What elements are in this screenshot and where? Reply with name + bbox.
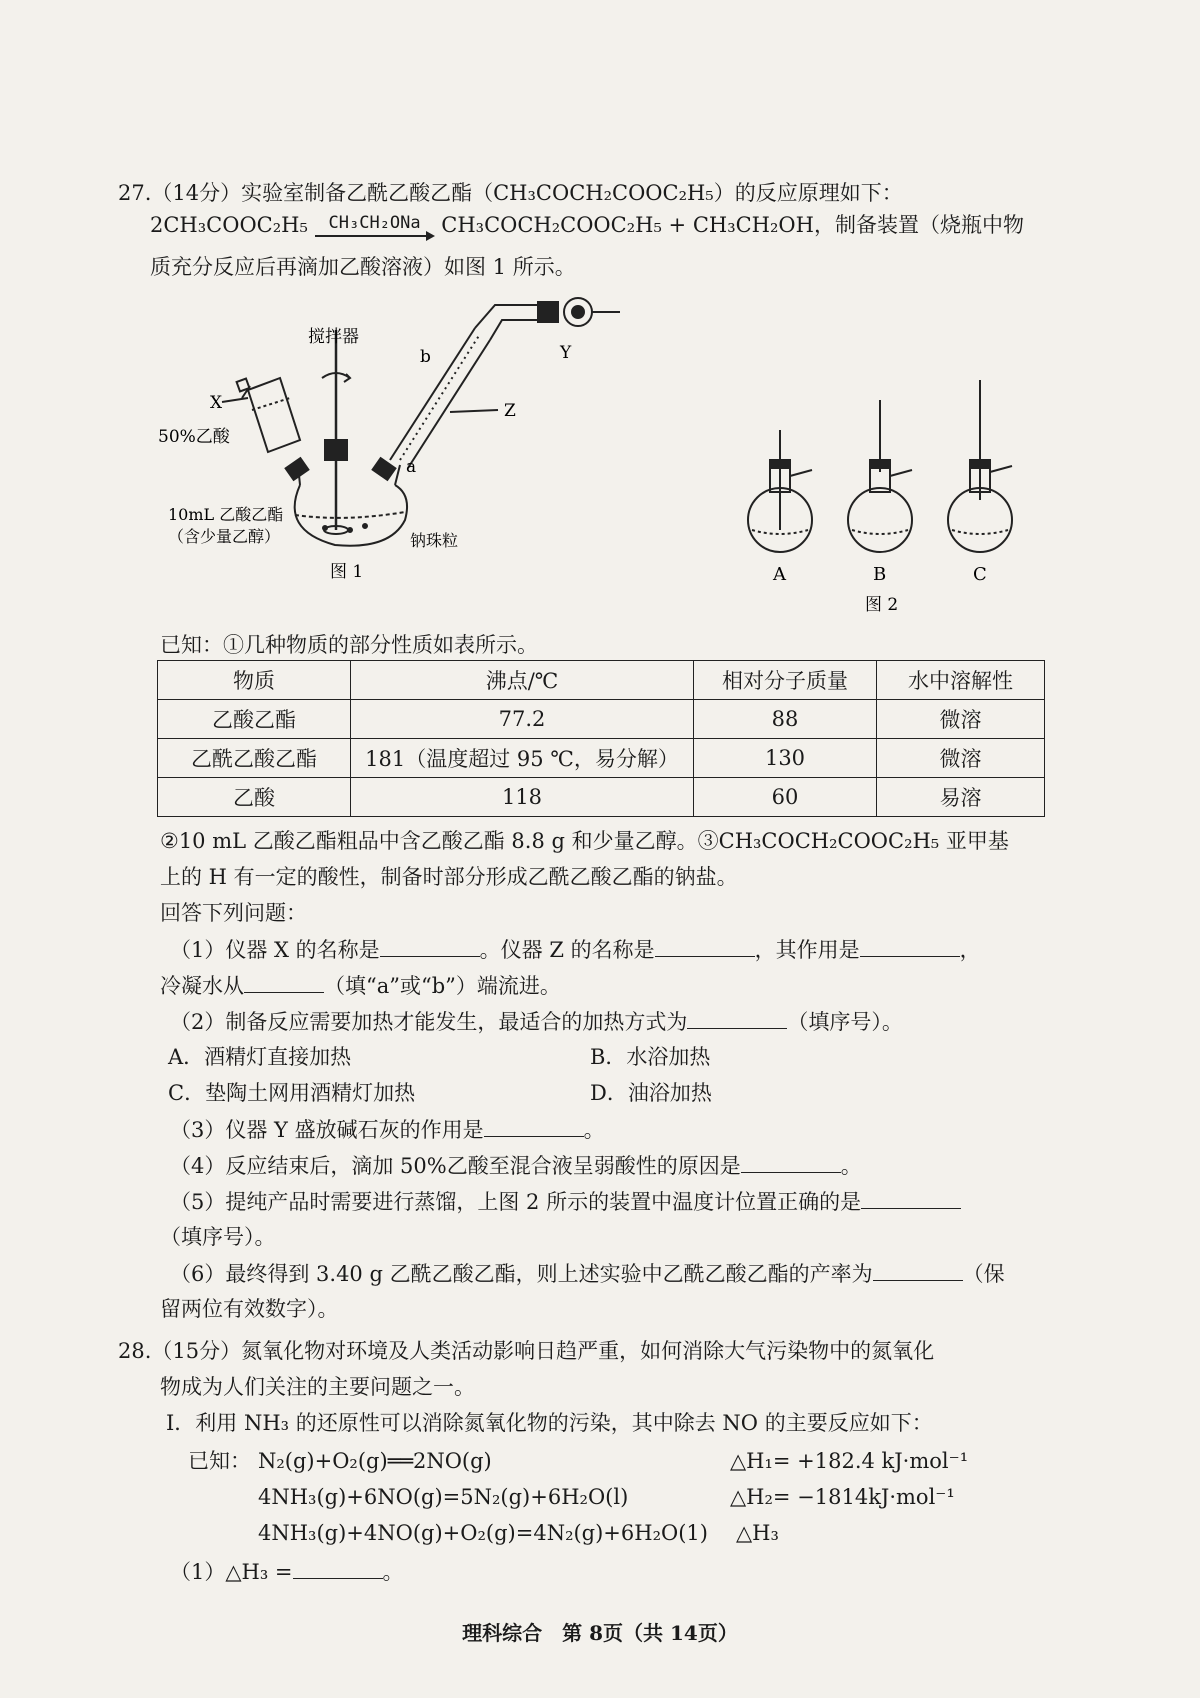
known-label: 已知： xyxy=(188,1449,251,1473)
b-label: b xyxy=(420,347,431,367)
option-d: D．油浴加热 xyxy=(590,1081,712,1105)
table-row xyxy=(158,700,1045,739)
reaction-equation xyxy=(150,210,1024,240)
figure-2-distillation xyxy=(740,360,1040,620)
table-cell: 微溶 xyxy=(877,700,1045,739)
q28-question-1 xyxy=(170,1556,404,1587)
question-2-text: （2）制备反应需要加热才能发生，最适合的加热方式为 xyxy=(170,1010,688,1034)
equation-3: 4NH₃(g)+4NO(g)+O₂(g)=4N₂(g)+6H₂O(1) xyxy=(258,1521,708,1545)
question-5-line2: （填序号）。 xyxy=(160,1225,276,1249)
fig2-c: C xyxy=(973,564,987,585)
enthalpy-1: △H₁= +182.4 kJ·mol⁻¹ xyxy=(730,1449,969,1473)
a-label: a xyxy=(406,457,417,477)
table-cell: 乙酰乙酸乙酯 xyxy=(158,739,351,778)
q28-header: 28.（15分）氮氧化物对环境及人类活动影响日趋严重，如何消除大气污染物中的氮氧化 xyxy=(118,1339,935,1363)
known-2-line1: ②10 mL 乙酸乙酯粗品中含乙酸乙酯 8.8 g 和少量乙醇。③CH₃COCH₂COOC₂H₅ 亚甲基 xyxy=(160,829,1009,853)
table-cell: 60 xyxy=(694,778,877,817)
z-label: Z xyxy=(504,401,516,421)
question-1 xyxy=(170,934,981,965)
question-1-text: 冷凝水从 xyxy=(160,974,244,998)
table-row xyxy=(158,778,1045,817)
question-6-text: （保 xyxy=(962,1262,1005,1286)
answer-blank[interactable] xyxy=(380,934,480,957)
table-cell: 易溶 xyxy=(877,778,1045,817)
intro-line3: 质充分反应后再滴加乙酸溶液）如图 1 所示。 xyxy=(150,255,576,279)
table-cell: 微溶 xyxy=(877,739,1045,778)
answer-blank[interactable] xyxy=(873,1258,963,1281)
products: CH₃COCH₂COOC₂H₅ + CH₃CH₂OH，制备装置（烧瓶中物 xyxy=(441,213,1024,237)
question-3-text: 。 xyxy=(583,1118,605,1142)
table-header: 物质 xyxy=(158,661,351,700)
table-cell: 88 xyxy=(694,700,877,739)
question-1-text: ，其作用是 xyxy=(754,938,860,962)
x-label: X xyxy=(210,393,223,413)
table-header-row xyxy=(158,661,1045,700)
equation-2: 4NH₃(g)+6NO(g)=5N₂(g)+6H₂O(l) xyxy=(258,1485,629,1509)
option-a: A．酒精灯直接加热 xyxy=(168,1045,352,1069)
catalyst-label: CH₃CH₂ONa xyxy=(328,212,421,233)
question-1-text: 。仪器 Z 的名称是 xyxy=(479,938,655,962)
figure-2-caption: 图 2 xyxy=(865,595,899,615)
table-cell: 130 xyxy=(694,739,877,778)
question-6-line2: 留两位有效数字）。 xyxy=(160,1297,339,1321)
question-2 xyxy=(170,1006,903,1037)
table-cell: 77.2 xyxy=(351,700,694,739)
question-5 xyxy=(170,1186,961,1217)
table-header: 水中溶解性 xyxy=(877,661,1045,700)
equation-1: N₂(g)+O₂(g)══2NO(g) xyxy=(258,1449,492,1473)
page-footer: 理科综合 第 8页（共 14页） xyxy=(462,1621,738,1645)
question-6-text: （6）最终得到 3.40 g 乙酰乙酸乙酯，则上述实验中乙酰乙酸乙酯的产率为 xyxy=(170,1262,873,1286)
answer-blank[interactable] xyxy=(484,1114,584,1137)
answer-prompt: 回答下列问题： xyxy=(160,901,307,925)
question-4-text: 。 xyxy=(840,1154,862,1178)
question-6 xyxy=(170,1258,1005,1289)
properties-table xyxy=(157,660,1045,817)
question-2-text: （填序号）。 xyxy=(787,1010,903,1034)
sodium-label: 钠珠粒 xyxy=(410,531,459,550)
y-label: Y xyxy=(560,343,572,363)
question-5-text: （5）提纯产品时需要进行蒸馏，上图 2 所示的装置中温度计位置正确的是 xyxy=(170,1190,862,1214)
answer-blank[interactable] xyxy=(741,1150,841,1173)
question-1-text: （填“a”或“b”）端流进。 xyxy=(324,974,561,998)
answer-blank[interactable] xyxy=(861,1186,961,1209)
known-1: 已知：①几种物质的部分性质如表所示。 xyxy=(160,633,538,657)
table-row xyxy=(158,739,1045,778)
table-header: 相对分子质量 xyxy=(694,661,877,700)
question-3-text: （3）仪器 Y 盛放碱石灰的作用是 xyxy=(170,1118,484,1142)
q28-part-1: I．利用 NH₃ 的还原性可以消除氮氧化物的污染，其中除去 NO 的主要反应如下： xyxy=(166,1411,933,1435)
reactant: 2CH₃COOC₂H₅ xyxy=(150,213,308,237)
q28-question-1-text: 。 xyxy=(382,1560,404,1584)
answer-blank[interactable] xyxy=(687,1006,787,1029)
answer-blank[interactable] xyxy=(860,934,960,957)
acid-label: 50%乙酸 xyxy=(158,427,230,447)
option-c: C．垫陶土网用酒精灯加热 xyxy=(168,1081,416,1105)
flask-content-1: 10mL 乙酸乙酯 xyxy=(168,505,284,524)
answer-blank[interactable] xyxy=(244,970,324,993)
question-4-text: （4）反应结束后，滴加 50%乙酸至混合液呈弱酸性的原因是 xyxy=(170,1154,741,1178)
stirrer-label: 搅拌器 xyxy=(308,327,359,347)
table-header: 沸点/℃ xyxy=(351,661,694,700)
fig2-b: B xyxy=(873,564,887,585)
figure-1-caption: 图 1 xyxy=(330,562,364,582)
enthalpy-2: △H₂= −1814kJ·mol⁻¹ xyxy=(730,1485,955,1509)
answer-blank[interactable] xyxy=(655,934,755,957)
question-1-text: （1）仪器 X 的名称是 xyxy=(170,938,380,962)
reaction-arrow xyxy=(315,214,435,240)
answer-blank[interactable] xyxy=(293,1556,383,1579)
known-2-line2: 上的 H 有一定的酸性，制备时部分形成乙酰乙酸乙酯的钠盐。 xyxy=(160,865,738,889)
q28-header-2: 物成为人们关注的主要问题之一。 xyxy=(160,1375,475,1399)
question-1-text: ， xyxy=(959,938,981,962)
question-4 xyxy=(170,1150,862,1181)
enthalpy-3: △H₃ xyxy=(736,1521,779,1545)
option-b: B．水浴加热 xyxy=(590,1045,711,1069)
question-3 xyxy=(170,1114,605,1145)
table-cell: 乙酸乙酯 xyxy=(158,700,351,739)
table-cell: 118 xyxy=(351,778,694,817)
figure-1-apparatus xyxy=(150,290,650,590)
q27-header: 27.（14分）实验室制备乙酰乙酸乙酯（CH₃COCH₂COOC₂H₅）的反应原理如下： xyxy=(118,181,903,205)
table-cell: 乙酸 xyxy=(158,778,351,817)
q28-question-1-text: （1）△H₃ = xyxy=(170,1560,293,1584)
table-cell: 181（温度超过 95 ℃，易分解） xyxy=(351,739,694,778)
fig2-a: A xyxy=(773,564,786,585)
flask-content-2: （含少量乙醇） xyxy=(168,527,281,546)
question-1-line2 xyxy=(160,970,561,1001)
